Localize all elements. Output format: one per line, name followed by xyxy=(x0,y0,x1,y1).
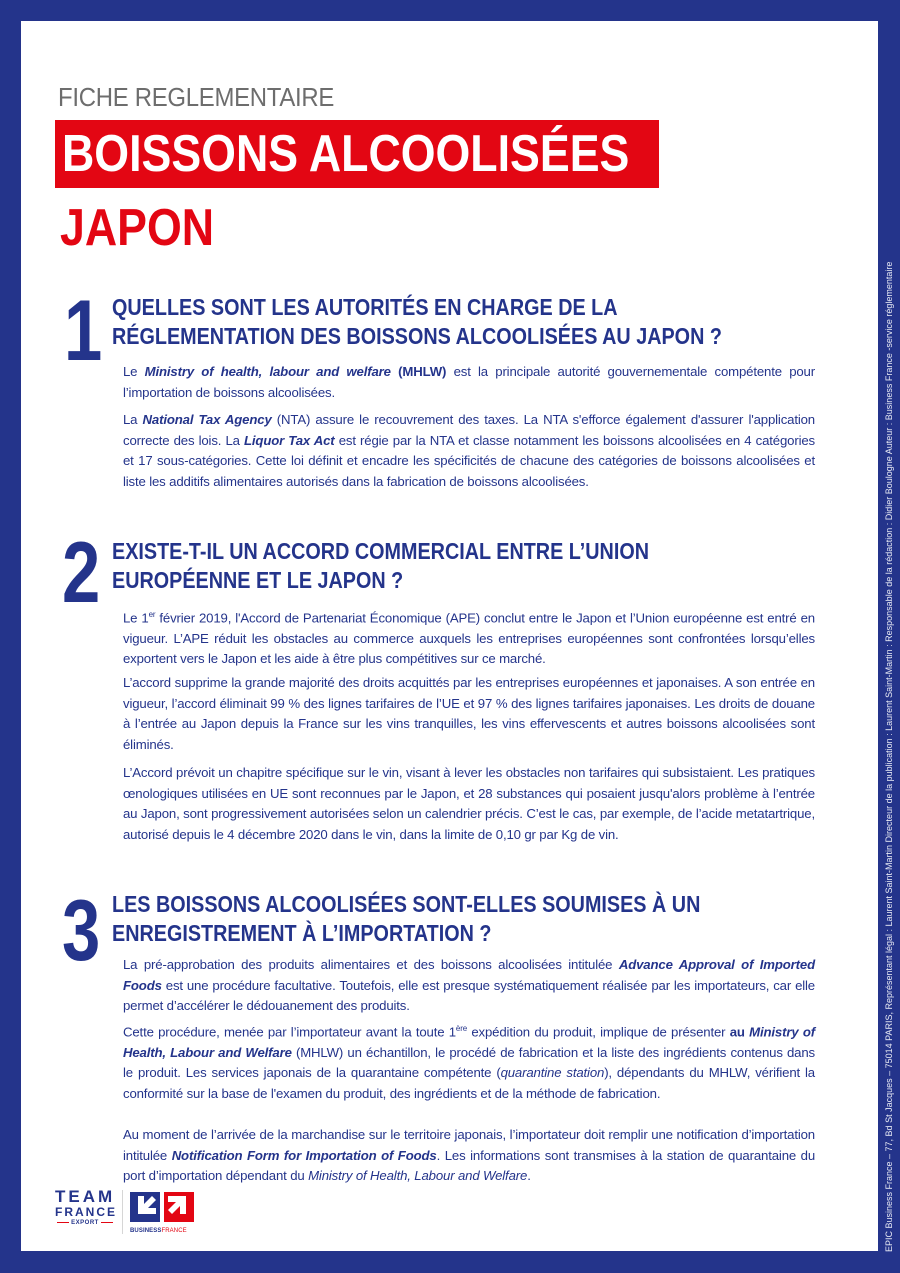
section-title-1 xyxy=(112,293,731,351)
section-number-1: 1 xyxy=(64,283,103,379)
legal-sidebar-text: EPIC Business France – 77, Bd St Jacques – 75014 PARIS, Représentant légal : Laurent Saint-Martin Directeur de la publication : Laurent Saint-Martin : Responsable de la rédaction : Didier Boulogne Auteur : Business France -service réglementaire xyxy=(884,261,894,1252)
section-title-2 xyxy=(112,537,731,595)
footer-logos xyxy=(55,1188,215,1236)
section-title-line: EXISTE-T-IL UN ACCORD COMMERCIAL ENTRE L’UNION xyxy=(112,538,650,564)
business-france-arrows-icon xyxy=(130,1192,194,1222)
paragraph: L’Accord prévoit un chapitre spécifique sur le vin, visant à lever les obstacles non tarifaires qui subsistaient. Les pratiques œnologiques utilisées en UE sont reconnues par le Japon, et 28 substances qui posaient jusqu'alors problème à l’entrée au Japon, sont progressivement autorisées selon un calendrier précis. C’est le cas, par exemple, de l’acide metatartrique, autorisé depuis le 4 décembre 2020 dans le vin, dans la limite de 0,10 gr par Kg de vin. xyxy=(123,765,815,842)
section-title-line: RÉGLEMENTATION DES BOISSONS ALCOOLISÉES AU JAPON ? xyxy=(112,323,722,349)
team-france-export-logo: TEAM FRANCE EXPORT xyxy=(55,1187,117,1226)
paragraph: Le Ministry of health, labour and welfare (MHLW) est la principale autorité gouvernementale compétente pour l’importation de boissons alcoolisées. xyxy=(123,364,815,400)
paragraph: La pré-approbation des produits alimentaires et des boissons alcoolisées intitulée Advance Approval of Imported Foods est une procédure facultative. Toutefois, elle est presque systématiquement réalisée par les importateurs, car elle permet d’accélérer le dédouanement des produits. xyxy=(123,957,815,1013)
paragraph: Le 1er février 2019, l'Accord de Partenariat Économique (APE) conclut entre le Japon et l’Union européenne est entré en vigueur. L’APE réduit les obstacles au commerce auxquels les entreprises européennes sont confrontées lorsqu’elles exportent vers le Japon et les aide à être plus compétitives sur ce marché. xyxy=(123,610,815,667)
section-title-3 xyxy=(112,890,731,948)
section-title-line: ENREGISTREMENT À L’IMPORTATION ? xyxy=(112,920,492,946)
business-france-logo: BUSINESSFRANCE xyxy=(130,1192,200,1234)
paragraph: L’accord supprime la grande majorité des droits acquittés par les entreprises européennes et japonaises. A son entrée en vigueur, l’accord éliminait 99 % des lignes tarifaires de l’UE et 97 % des lignes tarifaires japonaises. Les droits de douane à l’entrée au Japon depuis la France sur les vins tranquilles, les vins effervescents et autres boissons alcoolisées sont éliminés. xyxy=(123,675,815,752)
logo-divider xyxy=(122,1190,123,1234)
section-title-line: EUROPÉENNE ET LE JAPON ? xyxy=(112,567,404,593)
country-heading: JAPON xyxy=(60,199,215,257)
paragraph: Au moment de l’arrivée de la marchandise sur le territoire japonais, l’importateur doit remplir une notification d’importation intitulée Notification Form for Importation of Foods. Les informations sont transmises à la station de quarantaine du port d’importation dépendant du Ministry of Health, Labour and Welfare. xyxy=(123,1127,816,1183)
section-number-2: 2 xyxy=(62,525,101,621)
section-title-line: QUELLES SONT LES AUTORITÉS EN CHARGE DE LA xyxy=(112,294,618,320)
paragraph: La National Tax Agency (NTA) assure le recouvrement des taxes. La NTA s'efforce également d'assurer l'application correcte des lois. La Liquor Tax Act est régie par la NTA et classe notamment les boissons alcoolisées en 4 catégories et 17 sous-catégories. Cette loi définit et encadre les spécificités de chacune des catégories de boissons alcoolisées et liste les additifs alimentaires autorisés dans la fabrication de boissons alcoolisées. xyxy=(123,412,815,489)
paragraph: Cette procédure, menée par l’importateur avant la toute 1ère expédition du produit, implique de présenter au Ministry of Health, Labour and Welfare (MHLW) un échantillon, le procédé de fabrication et la liste des ingrédients contenus dans le produit. Les services japonais de la quarantaine compétente (quarantine station), dépendants du MHLW, vérifient la conformité sur la base de l'examen du produit, des ingrédients et de la méthode de fabrication. xyxy=(123,1024,815,1101)
section-title-line: LES BOISSONS ALCOOLISÉES SONT-ELLES SOUMISES À UN xyxy=(112,891,701,917)
document-kicker: FICHE REGLEMENTAIRE xyxy=(58,82,335,112)
title-banner xyxy=(55,120,659,188)
section-number-3: 3 xyxy=(62,883,101,979)
document-title: BOISSONS ALCOOLISÉES xyxy=(62,125,630,183)
